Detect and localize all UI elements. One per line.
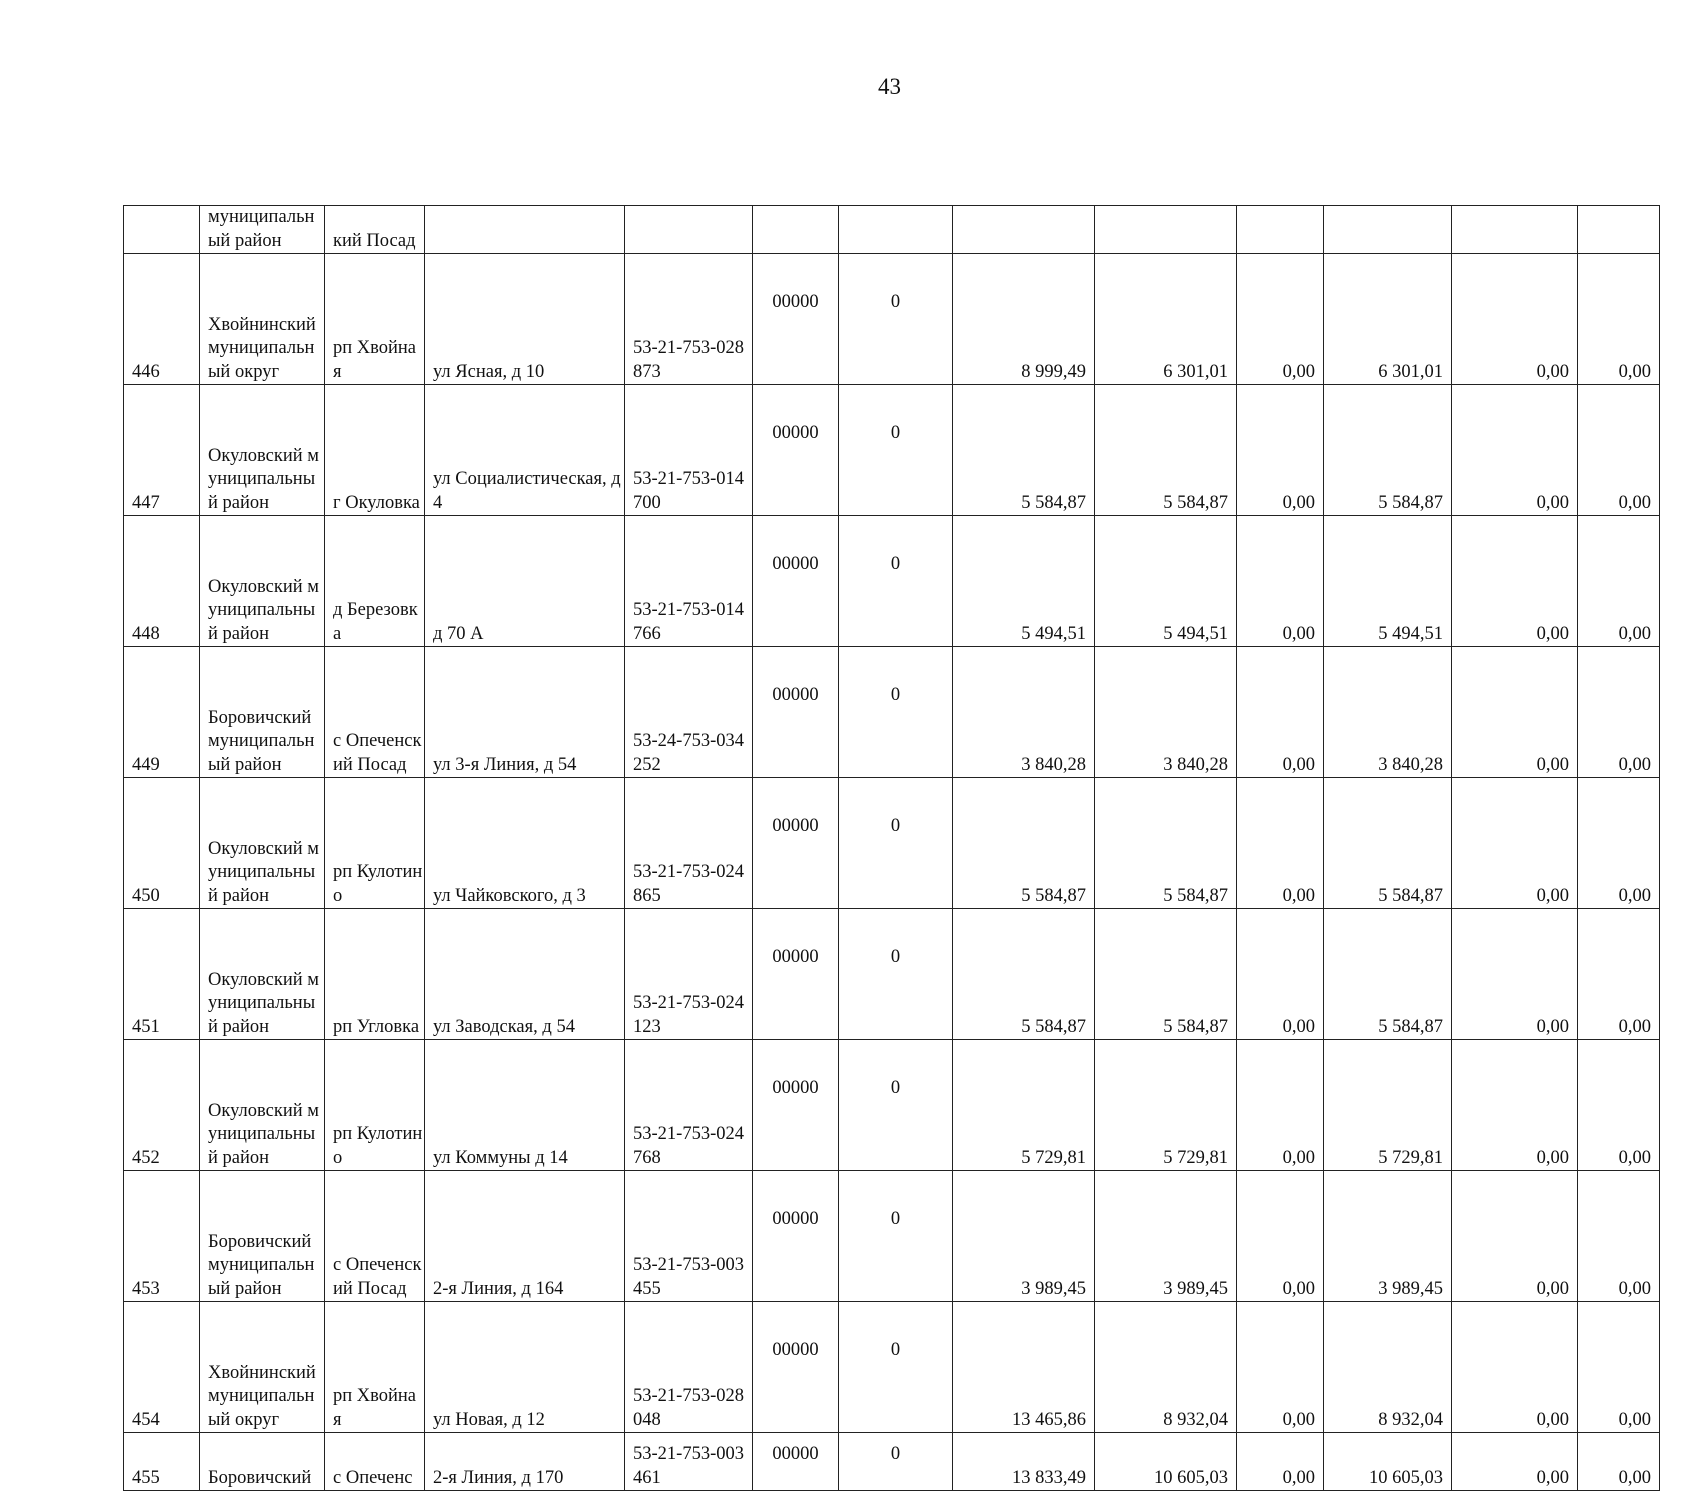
cell-value-2: 5 729,81 [1095,1040,1237,1171]
cell-code-a: 00000 [753,1040,839,1171]
cell-number: 453 [124,1171,200,1302]
cell-settlement: г Окуловка [325,385,425,516]
cell-value-1: 13 833,49 [953,1433,1095,1491]
cell-settlement: рп Хвойная [325,254,425,385]
cell-value-4: 8 932,04 [1324,1302,1452,1433]
cell-code-a: 00000 [753,778,839,909]
cell-cadastre: 53-24-753-034252 [625,647,753,778]
cell-value-6: 0,00 [1578,1433,1660,1491]
cell-value-3: 0,00 [1237,1040,1324,1171]
cell-value-2: 5 584,87 [1095,385,1237,516]
cell-value-2: 5 494,51 [1095,516,1237,647]
cell-value-3: 0,00 [1237,1171,1324,1302]
cell-value-5: 0,00 [1452,254,1578,385]
cell-cadastre [625,206,753,254]
cell-code-a: 00000 [753,1433,839,1491]
cell-number: 455 [124,1433,200,1491]
cell-value-5: 0,00 [1452,647,1578,778]
cell-district: Окуловский муниципальный район [200,1040,325,1171]
table-row [124,1171,1660,1302]
cell-cadastre: 53-21-753-024123 [625,909,753,1040]
cell-value-1: 5 729,81 [953,1040,1095,1171]
cell-address: 2-я Линия, д 170 [425,1433,625,1491]
cell-code-b [839,206,953,254]
cell-settlement: рп Угловка [325,909,425,1040]
cell-value-2: 5 584,87 [1095,778,1237,909]
cell-code-b: 0 [839,909,953,1040]
continued-row [124,206,1660,254]
cell-value-1 [953,206,1095,254]
cell-value-3: 0,00 [1237,778,1324,909]
cell-value-4: 3 840,28 [1324,647,1452,778]
cell-cadastre: 53-21-753-014766 [625,516,753,647]
cell-code-b: 0 [839,254,953,385]
cell-value-5: 0,00 [1452,516,1578,647]
cell-district: Окуловский муниципальный район [200,778,325,909]
cell-value-6: 0,00 [1578,1171,1660,1302]
cell-value-5: 0,00 [1452,385,1578,516]
cell-settlement: рп Хвойная [325,1302,425,1433]
cell-value-3: 0,00 [1237,909,1324,1040]
cell-value-3 [1237,206,1324,254]
cell-value-5 [1452,206,1578,254]
cell-district: Боровичский муниципальный район [200,1171,325,1302]
cell-value-3: 0,00 [1237,254,1324,385]
cell-value-6: 0,00 [1578,1302,1660,1433]
cell-value-6 [1578,206,1660,254]
table-row [124,516,1660,647]
cell-address: ул 3-я Линия, д 54 [425,647,625,778]
cell-code-a: 00000 [753,254,839,385]
table-row [124,647,1660,778]
cell-address: д 70 А [425,516,625,647]
cell-district: Боровичский [200,1433,325,1491]
table-row [124,778,1660,909]
cell-district: Окуловский муниципальный район [200,516,325,647]
cell-settlement: с Опеченский Посад [325,1171,425,1302]
cell-number: 452 [124,1040,200,1171]
cell-value-1: 5 584,87 [953,909,1095,1040]
cell-value-3: 0,00 [1237,647,1324,778]
cell-cadastre: 53-21-753-014700 [625,385,753,516]
cell-address: ул Заводская, д 54 [425,909,625,1040]
cell-value-4: 5 584,87 [1324,778,1452,909]
cell-number: 449 [124,647,200,778]
page-number: 43 [878,74,901,99]
cell-district: муниципальный район [200,206,325,254]
cell-value-6: 0,00 [1578,254,1660,385]
cell-value-4 [1324,206,1452,254]
cell-code-b: 0 [839,516,953,647]
cell-code-a: 00000 [753,516,839,647]
cell-code-a: 00000 [753,647,839,778]
cell-value-5: 0,00 [1452,1171,1578,1302]
cell-district: Окуловский муниципальный район [200,909,325,1040]
cell-number: 454 [124,1302,200,1433]
table-row [124,385,1660,516]
cell-code-a [753,206,839,254]
cell-number: 447 [124,385,200,516]
cell-district: Боровичский муниципальный район [200,647,325,778]
cell-cadastre: 53-21-753-003455 [625,1171,753,1302]
cell-value-1: 5 584,87 [953,385,1095,516]
cell-value-4: 5 729,81 [1324,1040,1452,1171]
cell-code-b: 0 [839,1302,953,1433]
cell-value-2: 10 605,03 [1095,1433,1237,1491]
cell-address [425,206,625,254]
cell-value-2: 3 989,45 [1095,1171,1237,1302]
cell-address: ул Коммуны д 14 [425,1040,625,1171]
cell-address: ул Новая, д 12 [425,1302,625,1433]
cell-value-2: 3 840,28 [1095,647,1237,778]
cell-number: 450 [124,778,200,909]
cell-value-2: 5 584,87 [1095,909,1237,1040]
cell-value-4: 3 989,45 [1324,1171,1452,1302]
cell-value-6: 0,00 [1578,909,1660,1040]
cell-code-a: 00000 [753,1171,839,1302]
cell-code-b: 0 [839,385,953,516]
cell-settlement: рп Кулотино [325,778,425,909]
cell-code-b: 0 [839,1040,953,1171]
cell-cadastre: 53-21-753-003461 [625,1433,753,1491]
cell-code-a: 00000 [753,909,839,1040]
cell-value-2: 6 301,01 [1095,254,1237,385]
cell-value-1: 5 584,87 [953,778,1095,909]
cell-cadastre: 53-21-753-024768 [625,1040,753,1171]
cell-value-1: 8 999,49 [953,254,1095,385]
cell-number [124,206,200,254]
cell-value-6: 0,00 [1578,1040,1660,1171]
cell-address: ул Социалистическая, д 4 [425,385,625,516]
cell-cadastre: 53-21-753-028873 [625,254,753,385]
cell-value-2: 8 932,04 [1095,1302,1237,1433]
cell-district: Окуловский муниципальный район [200,385,325,516]
cell-value-1: 3 840,28 [953,647,1095,778]
cell-district: Хвойнинский муниципальный округ [200,1302,325,1433]
cell-cadastre: 53-21-753-028048 [625,1302,753,1433]
cell-settlement: с Опеченс [325,1433,425,1491]
cell-value-1: 5 494,51 [953,516,1095,647]
cell-settlement: с Опеченский Посад [325,647,425,778]
cell-code-b: 0 [839,647,953,778]
cell-code-b: 0 [839,1433,953,1491]
cell-cadastre: 53-21-753-024865 [625,778,753,909]
cell-value-5: 0,00 [1452,1302,1578,1433]
cell-value-5: 0,00 [1452,1433,1578,1491]
cell-value-4: 5 584,87 [1324,909,1452,1040]
cell-code-a: 00000 [753,385,839,516]
cell-value-1: 13 465,86 [953,1302,1095,1433]
registry-table [123,205,1660,1491]
cell-code-a: 00000 [753,1302,839,1433]
cell-code-b: 0 [839,778,953,909]
cell-value-4: 6 301,01 [1324,254,1452,385]
cell-settlement: кий Посад [325,206,425,254]
cell-number: 451 [124,909,200,1040]
cell-settlement: д Березовка [325,516,425,647]
cell-address: ул Ясная, д 10 [425,254,625,385]
cell-district: Хвойнинский муниципальный округ [200,254,325,385]
cell-value-2 [1095,206,1237,254]
table-row [124,1302,1660,1433]
cell-value-6: 0,00 [1578,778,1660,909]
cell-value-3: 0,00 [1237,385,1324,516]
cell-value-5: 0,00 [1452,778,1578,909]
table-row [124,254,1660,385]
cell-value-4: 10 605,03 [1324,1433,1452,1491]
cell-settlement: рп Кулотино [325,1040,425,1171]
cell-value-4: 5 584,87 [1324,385,1452,516]
cell-value-3: 0,00 [1237,516,1324,647]
table-row [124,909,1660,1040]
cell-address: ул Чайковского, д 3 [425,778,625,909]
cell-value-3: 0,00 [1237,1302,1324,1433]
cell-value-5: 0,00 [1452,1040,1578,1171]
cell-value-6: 0,00 [1578,516,1660,647]
cell-value-4: 5 494,51 [1324,516,1452,647]
cell-value-1: 3 989,45 [953,1171,1095,1302]
table-row [124,1040,1660,1171]
cell-number: 446 [124,254,200,385]
cell-address: 2-я Линия, д 164 [425,1171,625,1302]
cell-value-6: 0,00 [1578,385,1660,516]
table-row [124,1433,1660,1491]
cell-code-b: 0 [839,1171,953,1302]
cell-value-5: 0,00 [1452,909,1578,1040]
cell-number: 448 [124,516,200,647]
table-body [124,206,1660,1491]
cell-value-6: 0,00 [1578,647,1660,778]
cell-value-3: 0,00 [1237,1433,1324,1491]
